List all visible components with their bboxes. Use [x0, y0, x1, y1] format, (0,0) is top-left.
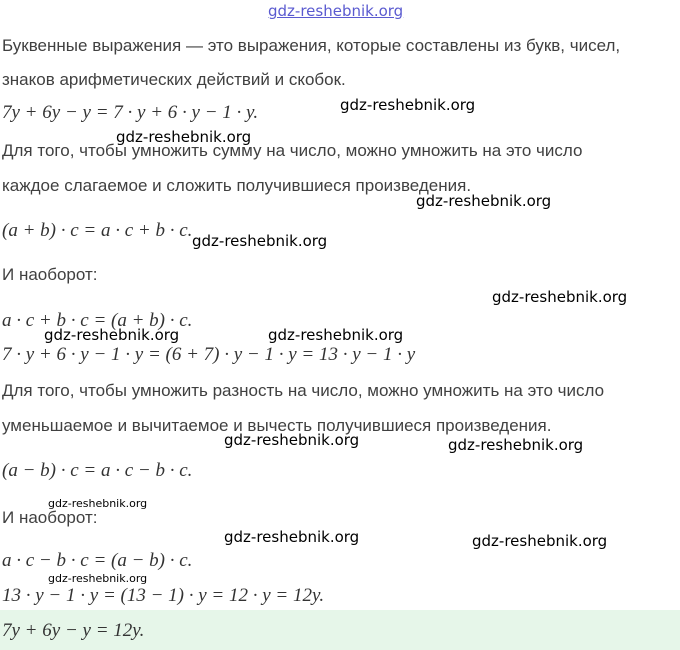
watermark: gdz-reshebnik.org — [224, 431, 360, 449]
definition-line-1: Буквенные выражения — это выражения, которые составлены из букв, чисел, — [2, 36, 621, 55]
expression-3: 13 · y − 1 · y = (13 − 1) · y = 12 · y = 12y. — [2, 585, 325, 606]
watermark: gdz-reshebnik.org — [448, 436, 584, 454]
watermark: gdz-reshebnik.org — [268, 326, 404, 344]
rule-difference-line-2: уменьшаемое и вычитаемое и вычесть получившиеся произведения. — [2, 416, 552, 435]
expression-1: 7y + 6y − y = 7 · y + 6 · y − 1 · y. — [2, 102, 259, 123]
watermark: gdz-reshebnik.org — [44, 326, 180, 344]
answer-expression: 7y + 6y − y = 12y. — [2, 620, 145, 641]
formula-factor-difference: a · c − b · c = (a − b) · c. — [2, 550, 193, 571]
watermark: gdz-reshebnik.org — [472, 532, 608, 550]
rule-difference-line-1: Для того, чтобы умножить разность на число, можно умножить на это число — [2, 381, 605, 400]
watermark: gdz-reshebnik.org — [416, 192, 552, 210]
vice-versa-label-1: И наоборот: — [2, 265, 98, 284]
expression-2: 7 · y + 6 · y − 1 · y = (6 + 7) · y − 1 · y = 13 · y − 1 · y — [2, 344, 416, 365]
rule-sum-line-1: Для того, чтобы умножить сумму на число, можно умножить на это число — [2, 141, 583, 160]
formula-factor-sum: a · c + b · c = (a + b) · c. — [2, 310, 193, 331]
watermark: gdz-reshebnik.org — [192, 232, 328, 250]
watermark: gdz-reshebnik.org — [492, 288, 628, 306]
definition-line-2: знаков арифметических действий и скобок. — [2, 70, 346, 89]
watermark: gdz-reshebnik.org — [340, 96, 476, 114]
watermark: gdz-reshebnik.org — [116, 128, 252, 146]
watermark: gdz-reshebnik.org — [48, 572, 148, 585]
formula-distributive-sum: (a + b) · c = a · c + b · c. — [2, 220, 193, 241]
watermark-top: gdz-reshebnik.org — [268, 2, 404, 20]
rule-sum-line-2: каждое слагаемое и сложить получившиеся произведения. — [2, 176, 472, 195]
watermark: gdz-reshebnik.org — [48, 497, 148, 510]
watermark: gdz-reshebnik.org — [224, 528, 360, 546]
vice-versa-label-2: И наоборот: — [2, 508, 98, 527]
formula-distributive-difference: (a − b) · c = a · c − b · c. — [2, 460, 193, 481]
